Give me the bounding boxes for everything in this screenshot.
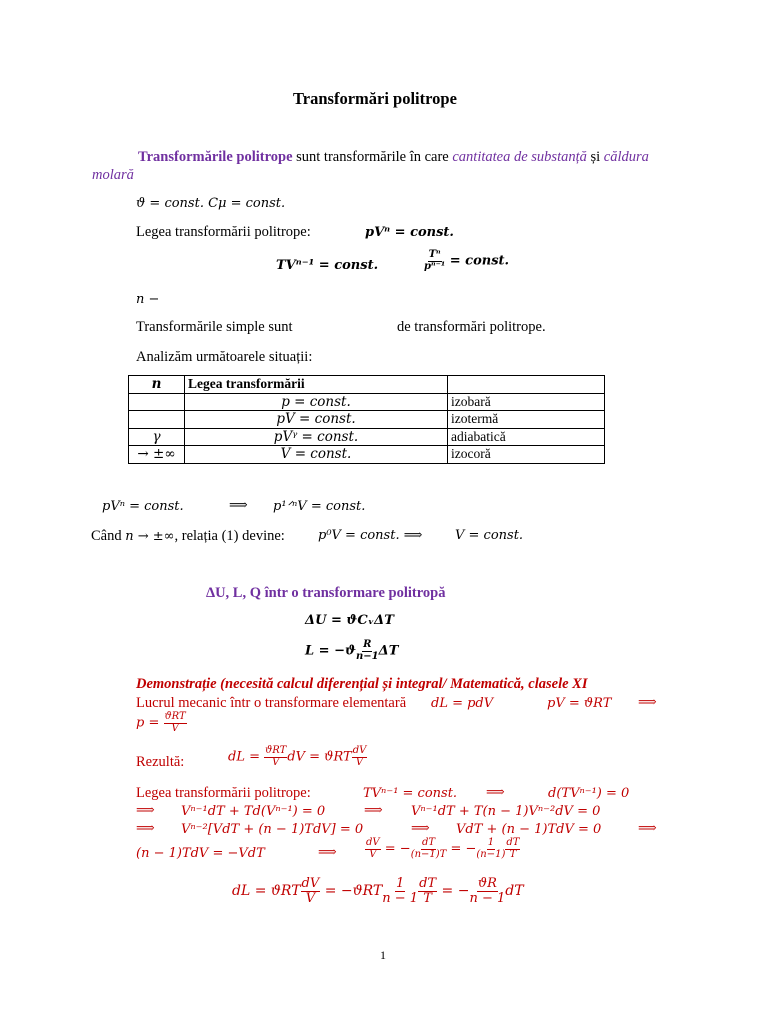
table-cell-n: γ: [129, 428, 185, 446]
p-formula: p = $\frac{\text{ϑRT}}{V}$: [136, 711, 186, 734]
table-row: [129, 428, 605, 446]
legea2-label: Legea transformării politrope:: [136, 785, 311, 801]
demo-title: Demonstrație (necesită calcul diferențial și integral/ Matematică, clasele XI: [136, 676, 588, 692]
table-cell-type: izocoră: [448, 446, 605, 464]
legea2-formula-1: TVⁿ⁻¹ = const.: [363, 786, 458, 801]
line4-formula-1: Vⁿ⁻²[VdT + (n − 1)TdV] = 0: [181, 822, 364, 837]
table-cell-type: adiabatică: [448, 428, 605, 446]
cand-formula-2: V = const.: [455, 528, 524, 543]
page-title: Transformări politrope: [293, 89, 457, 108]
pv-rt: pV = ϑRT: [547, 696, 612, 711]
table-cell-law: p = const.: [185, 393, 448, 411]
transformations-table: [128, 375, 605, 464]
table-cell-type: izotermă: [448, 411, 605, 429]
implies-symbol: ⟹: [411, 821, 430, 836]
table-cell-law: pV = const.: [185, 411, 448, 429]
dl-pdv: dL = pdV: [431, 696, 494, 711]
line5-formula-1: (n − 1)TdV = −VdT: [136, 846, 265, 861]
implies-symbol: ⟹: [136, 821, 155, 836]
table-header-n: n: [129, 376, 185, 394]
intro-and: și: [586, 149, 604, 165]
final-formula: dL = ϑRT $\frac{dV}{V}$ = −ϑRT $\frac{1}{n - 1}$ $\frac{dT}{T}$ = − $\frac{ϑR}{n - 1}$ dT: [232, 876, 524, 906]
law-formula-3: $\frac{\text{Tⁿ}}{\text{pⁿ⁻¹}}$ = const.: [424, 249, 510, 272]
table-cell-law: V = const.: [185, 446, 448, 464]
du-formula: ΔU = ϑCᵥΔT: [305, 613, 394, 628]
intro-italic-1: cantitatea de substanță: [452, 149, 587, 165]
line5-fraction-chain: $\frac{dV}{V}$ = − $\frac{dT}{(n-1)T}$ = − $\frac{1}{(n-1)}$ $\frac{dT}{T}$: [366, 837, 520, 860]
table-row: [129, 446, 605, 464]
line3-formula-2: Vⁿ⁻¹dT + T(n − 1)Vⁿ⁻²dV = 0: [411, 804, 601, 819]
n-line: n −: [136, 292, 160, 307]
intro-italic-2: căldura: [603, 149, 649, 165]
intro-mid: sunt transformările în care: [292, 149, 453, 165]
lucrul-text: Lucrul mecanic într o transformare elementară: [136, 695, 407, 711]
implies-symbol: ⟹: [638, 821, 657, 836]
rezulta-formula: dL = $\frac{\text{ϑRT}}{V}$ dV = ϑRT $\frac{dV}{V}$: [228, 745, 367, 768]
implies-symbol: ⟹: [486, 785, 505, 800]
legea2-formula-2: d(TVⁿ⁻¹) = 0: [548, 786, 630, 801]
table-cell-n: [129, 411, 185, 429]
table-row: [129, 411, 605, 429]
implies-symbol: ⟹: [229, 498, 248, 513]
table-header-empty: [448, 376, 605, 394]
implies-symbol: ⟹: [318, 845, 337, 860]
intro-line-1: [138, 149, 649, 166]
rezulta-label: Rezultă:: [136, 754, 185, 770]
table-cell-n: → ±∞: [129, 446, 185, 464]
page-number: 1: [380, 948, 386, 962]
law-label: Legea transformării politrope:: [136, 224, 311, 240]
simple-right: de transformări politrope.: [397, 319, 546, 335]
law-formula-1: pVⁿ = const.: [365, 225, 454, 240]
implies-symbol: ⟹: [136, 803, 155, 818]
condition-formula: ϑ = const. Cμ = const.: [136, 196, 286, 211]
table-cell-n: [129, 393, 185, 411]
analyze-text: Analizăm următoarele situații:: [136, 349, 313, 365]
intro-line-2: molară: [92, 167, 134, 183]
law-formula-2: TVⁿ⁻¹ = const.: [276, 258, 379, 273]
line3-formula-1: Vⁿ⁻¹dT + Td(Vⁿ⁻¹) = 0: [181, 804, 326, 819]
intro-term: Transformările politrope: [138, 149, 293, 165]
eq-root: p¹ᐟⁿV = const.: [273, 499, 366, 514]
implies-symbol: ⟹: [364, 803, 383, 818]
table-header-row: [129, 376, 605, 394]
table-row: [129, 393, 605, 411]
table-cell-type: izobară: [448, 393, 605, 411]
table-cell-law: pVᵞ = const.: [185, 428, 448, 446]
cand-line: Când n → ±∞, relația (1) devine:: [91, 528, 285, 544]
cand-formula-1: p⁰V = const. ⟹: [318, 528, 423, 543]
l-formula: L = −ϑ $\frac{R}{n-1}$ ΔT: [305, 639, 399, 662]
table-header-law: Legea transformării: [185, 376, 448, 394]
eq-pv-n: pVⁿ = const.: [102, 499, 184, 514]
simple-left: Transformările simple sunt: [136, 319, 293, 335]
line4-formula-2: VdT + (n − 1)TdV = 0: [456, 822, 602, 837]
implies-symbol: ⟹: [638, 695, 657, 710]
section-heading: ΔU, L, Q într o transformare politropă: [206, 585, 446, 601]
